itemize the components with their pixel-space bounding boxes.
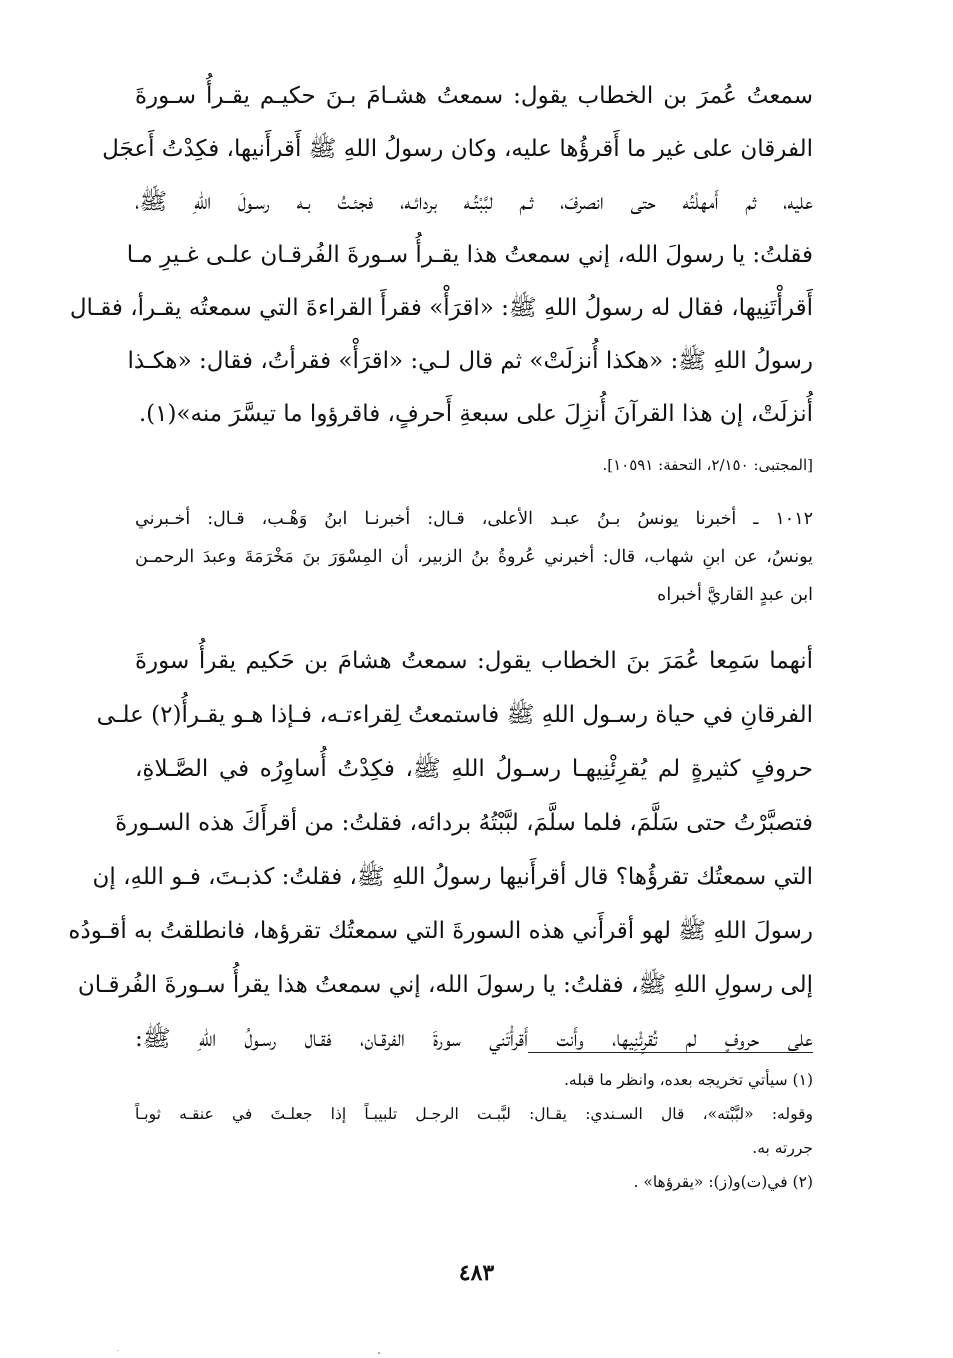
source-reference bbox=[135, 454, 813, 476]
hadith-paragraph-1 bbox=[69, 70, 813, 441]
text-line: فتصبَّرْتُ حتى سَلَّمَ، فلما سلَّمَ، لبَّبْتُهُ بردائه، فقلتُ: من أقرأَكَ هذه السـورةَ bbox=[115, 810, 813, 836]
text-line: عليه، ثم أَمهلْتُه حتى انصرفَ، ثـم لبَّبْتُـه بردائـه، فجئـتُ بـه رسـولَ اللهِ ﷺ، bbox=[135, 189, 813, 215]
text-line: حروفٍ كثيرةٍ لم يُقرِئْنِيهـا رسـولُ اللهِ ﷺ، فكِدْتُ أُساوِرُه في الصَّـلاةِ، bbox=[135, 756, 813, 782]
reference-text: [المجتبى: ٢/١٥٠، التحفة: ١٠٥٩١]. bbox=[602, 456, 813, 474]
footnote-line: وقوله: «لبَّبْته»، قال السـندي: يقـال: لبَّبـت الرجـل تلبيبـاً إذا جعلـتَ في عنقـه ثوبـاً bbox=[135, 1105, 813, 1123]
text-line: على حروفٍ لم تُقرِئْنِيها، وأَنت أَقرأْتَني سورةَ الفرقـان، فقـال رسـولُ اللهِ ﷺ: bbox=[135, 1026, 813, 1052]
text-line: ١٠١٢ ـ أخبرنا يونسُ بـنُ عبـد الأعلى، قـال: أخبرنـا ابنُ وَهْـب، قـال: أخـبرني bbox=[135, 509, 813, 529]
text-line: أَقرأْتَنِيها، فقال له رسولُ اللهِ ﷺ: «اقرَأْ» فقرأَ القراءةَ التي سمعتُه يقـرأ، فقـال bbox=[69, 295, 813, 321]
text-line: رسولُ اللهِ ﷺ: «هكذا أُنزلَتْ» ثم قال لـي: «اقرَأْ» فقرأتُ، فقال: «هكـذا bbox=[127, 348, 813, 374]
text-line: أنهما سَمِعا عُمَرَ بنَ الخطاب يقول: سمعتُ هشامَ بن حَكيم يقرأُ سورةَ bbox=[135, 648, 813, 674]
footnote-divider bbox=[528, 1052, 813, 1053]
text-line: رسولَ اللهِ ﷺ لهو أقرأَني هذه السورةَ التي سمعتُك تقرؤها، فانطلقتُ به أقـودُه bbox=[68, 918, 813, 944]
footnote-line: جررته به. bbox=[752, 1139, 813, 1157]
scan-speck bbox=[117, 1350, 118, 1351]
text-line: إلى رسولِ اللهِ ﷺ، فقلتُ: يا رسولَ الله، إني سمعتُ هذا يقرأُ سـورةَ الفُرقـان bbox=[77, 972, 813, 998]
text-line: فقلتُ: يا رسولَ الله، إني سمعتُ هذا يقـرأُ سـورةَ الفُرقـان علـى غـيرِ مـا bbox=[126, 242, 813, 268]
scan-speck bbox=[378, 1352, 380, 1354]
hadith-paragraph-2 bbox=[68, 634, 813, 1066]
footnote-line: (٢) في(ت)و(ز): «يقرؤها» . bbox=[633, 1173, 813, 1191]
text-line: أُنزلَتْ، إن هذا القرآنَ أُنزِلَ على سبعةِ أَحرفٍ، فاقرؤوا ما تيسَّرَ منه»(١). bbox=[138, 401, 813, 427]
text-line: الفرقان على غير ما أَقرؤُها عليه، وكان رسولُ اللهِ ﷺ أَقرأَنيها، فكِدْتُ أَعجَل bbox=[102, 136, 813, 162]
footnotes bbox=[135, 1063, 813, 1199]
text-line: التي سمعتُك تقرؤُها؟ قال أقرأَنيها رسولُ اللهِ ﷺ، فقلتُ: كذبـتَ، فـو اللهِ، إن bbox=[92, 864, 813, 890]
text-line: سمعتُ عُمرَ بن الخطاب يقول: سمعتُ هشـامَ بـنَ حكيـم يقـرأُ سـورةَ bbox=[135, 83, 813, 109]
text-line: ابن عبدٍ القاريَّ أخبراه bbox=[657, 585, 813, 605]
page-number: ٤٨٣ bbox=[458, 1260, 495, 1286]
text-line: يونسُ، عن ابنِ شهاب، قال: أخبرني عُروةُ بنُ الزبير، أن المِسْوَرَ بنَ مَخْرَمَةَ وعبدَ الرحمـن bbox=[135, 547, 813, 567]
text-line: الفرقانِ في حياة رسـول اللهِ ﷺ فاستمعتُ لِقراءتـه، فـإذا هـو يقـرأُ(٢) علـى bbox=[96, 702, 813, 728]
isnad-paragraph bbox=[135, 500, 813, 614]
footnote-line: (١) سيأتي تخريجه بعده، وانظر ما قبله. bbox=[563, 1071, 813, 1089]
